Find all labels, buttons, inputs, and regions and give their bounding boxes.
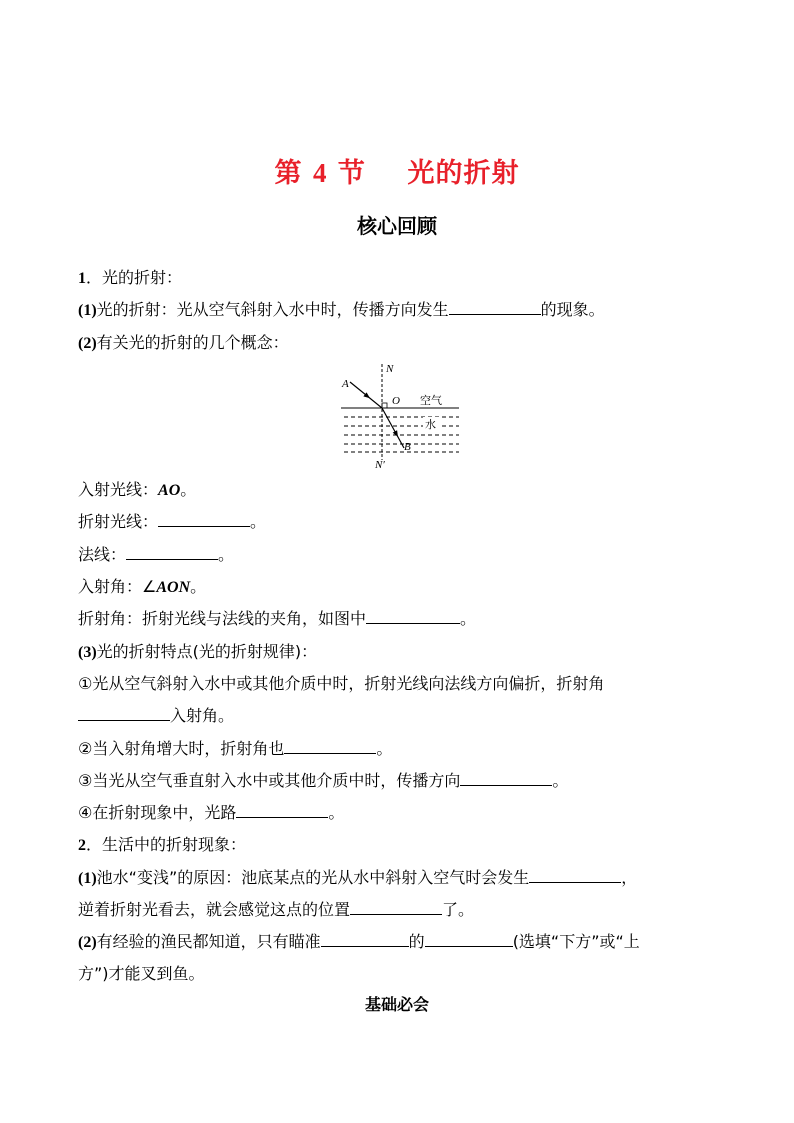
incident-ray-line: 入射光线：AO。	[78, 480, 197, 499]
rule-3: ③当光从空气垂直射入水中或其他介质中时，传播方向 。	[78, 771, 569, 790]
refraction-diagram	[336, 360, 464, 472]
q2-part1: (1)池水“变浅”的原因：池底某点的光从水中斜射入空气时会发生 ，	[78, 868, 638, 887]
q2-part2: (2)有经验的渔民都知道，只有瞄准 的 (选填“下方”或“上	[78, 932, 640, 951]
answer-blank[interactable]	[158, 510, 250, 527]
answer-blank[interactable]	[366, 607, 460, 624]
answer-blank[interactable]	[460, 769, 552, 786]
rule-4: ④在折射现象中，光路 。	[78, 803, 345, 822]
refracted-arrow	[393, 430, 398, 437]
q1-part2: (2)有关光的折射的几个概念：	[78, 333, 289, 352]
refracted-ray-line: 折射光线： 。	[78, 512, 267, 531]
q2-part1-cont: 逆着折射光看去，就会感觉这点的位置 了。	[78, 900, 475, 919]
rule-1-cont: 入射角。	[78, 704, 234, 728]
answer-blank[interactable]	[529, 866, 621, 883]
q1-heading: 1．光的折射：	[78, 268, 183, 287]
answer-blank[interactable]	[126, 543, 218, 560]
label-air: 空气	[420, 394, 442, 407]
q2-part2-cont: 方”)才能叉到鱼。	[78, 964, 205, 983]
answer-blank[interactable]	[236, 801, 328, 818]
page-title: 第 4 节 光的折射	[274, 158, 520, 189]
incident-angle-line: 入射角：∠AON。	[78, 577, 207, 596]
label-B: B	[404, 441, 411, 453]
q1-part1: (1)光的折射：光从空气斜射入水中时，传播方向发生 的现象。	[78, 300, 605, 319]
water-lines	[344, 417, 459, 452]
label-water: 水	[425, 418, 436, 431]
footer-section-title: 基础必会	[364, 995, 429, 1014]
answer-blank[interactable]	[284, 737, 376, 754]
label-N: N	[386, 363, 394, 375]
answer-blank[interactable]	[78, 704, 170, 721]
normal-line-text: 法线： 。	[78, 545, 235, 564]
answer-blank[interactable]	[425, 930, 513, 947]
rule-2: ②当入射角增大时，折射角也 。	[78, 739, 393, 758]
refraction-angle-line: 折射角：折射光线与法线的夹角，如图中 。	[78, 609, 477, 628]
q1-part3: (3)光的折射特点(光的折射规律)：	[78, 642, 318, 661]
right-angle-mark	[382, 403, 387, 408]
refracted-ray	[382, 408, 404, 448]
label-A: A	[342, 378, 349, 390]
label-O: O	[392, 395, 400, 407]
label-N-prime: N′	[375, 459, 385, 471]
answer-blank[interactable]	[350, 898, 442, 915]
answer-blank[interactable]	[321, 930, 409, 947]
answer-blank[interactable]	[449, 298, 541, 315]
section-title: 核心回顾	[357, 214, 437, 238]
rule-1: ①光从空气斜射入水中或其他介质中时，折射光线向法线方向偏折，折射角	[78, 674, 605, 693]
q2-heading: 2．生活中的折射现象：	[78, 835, 247, 854]
